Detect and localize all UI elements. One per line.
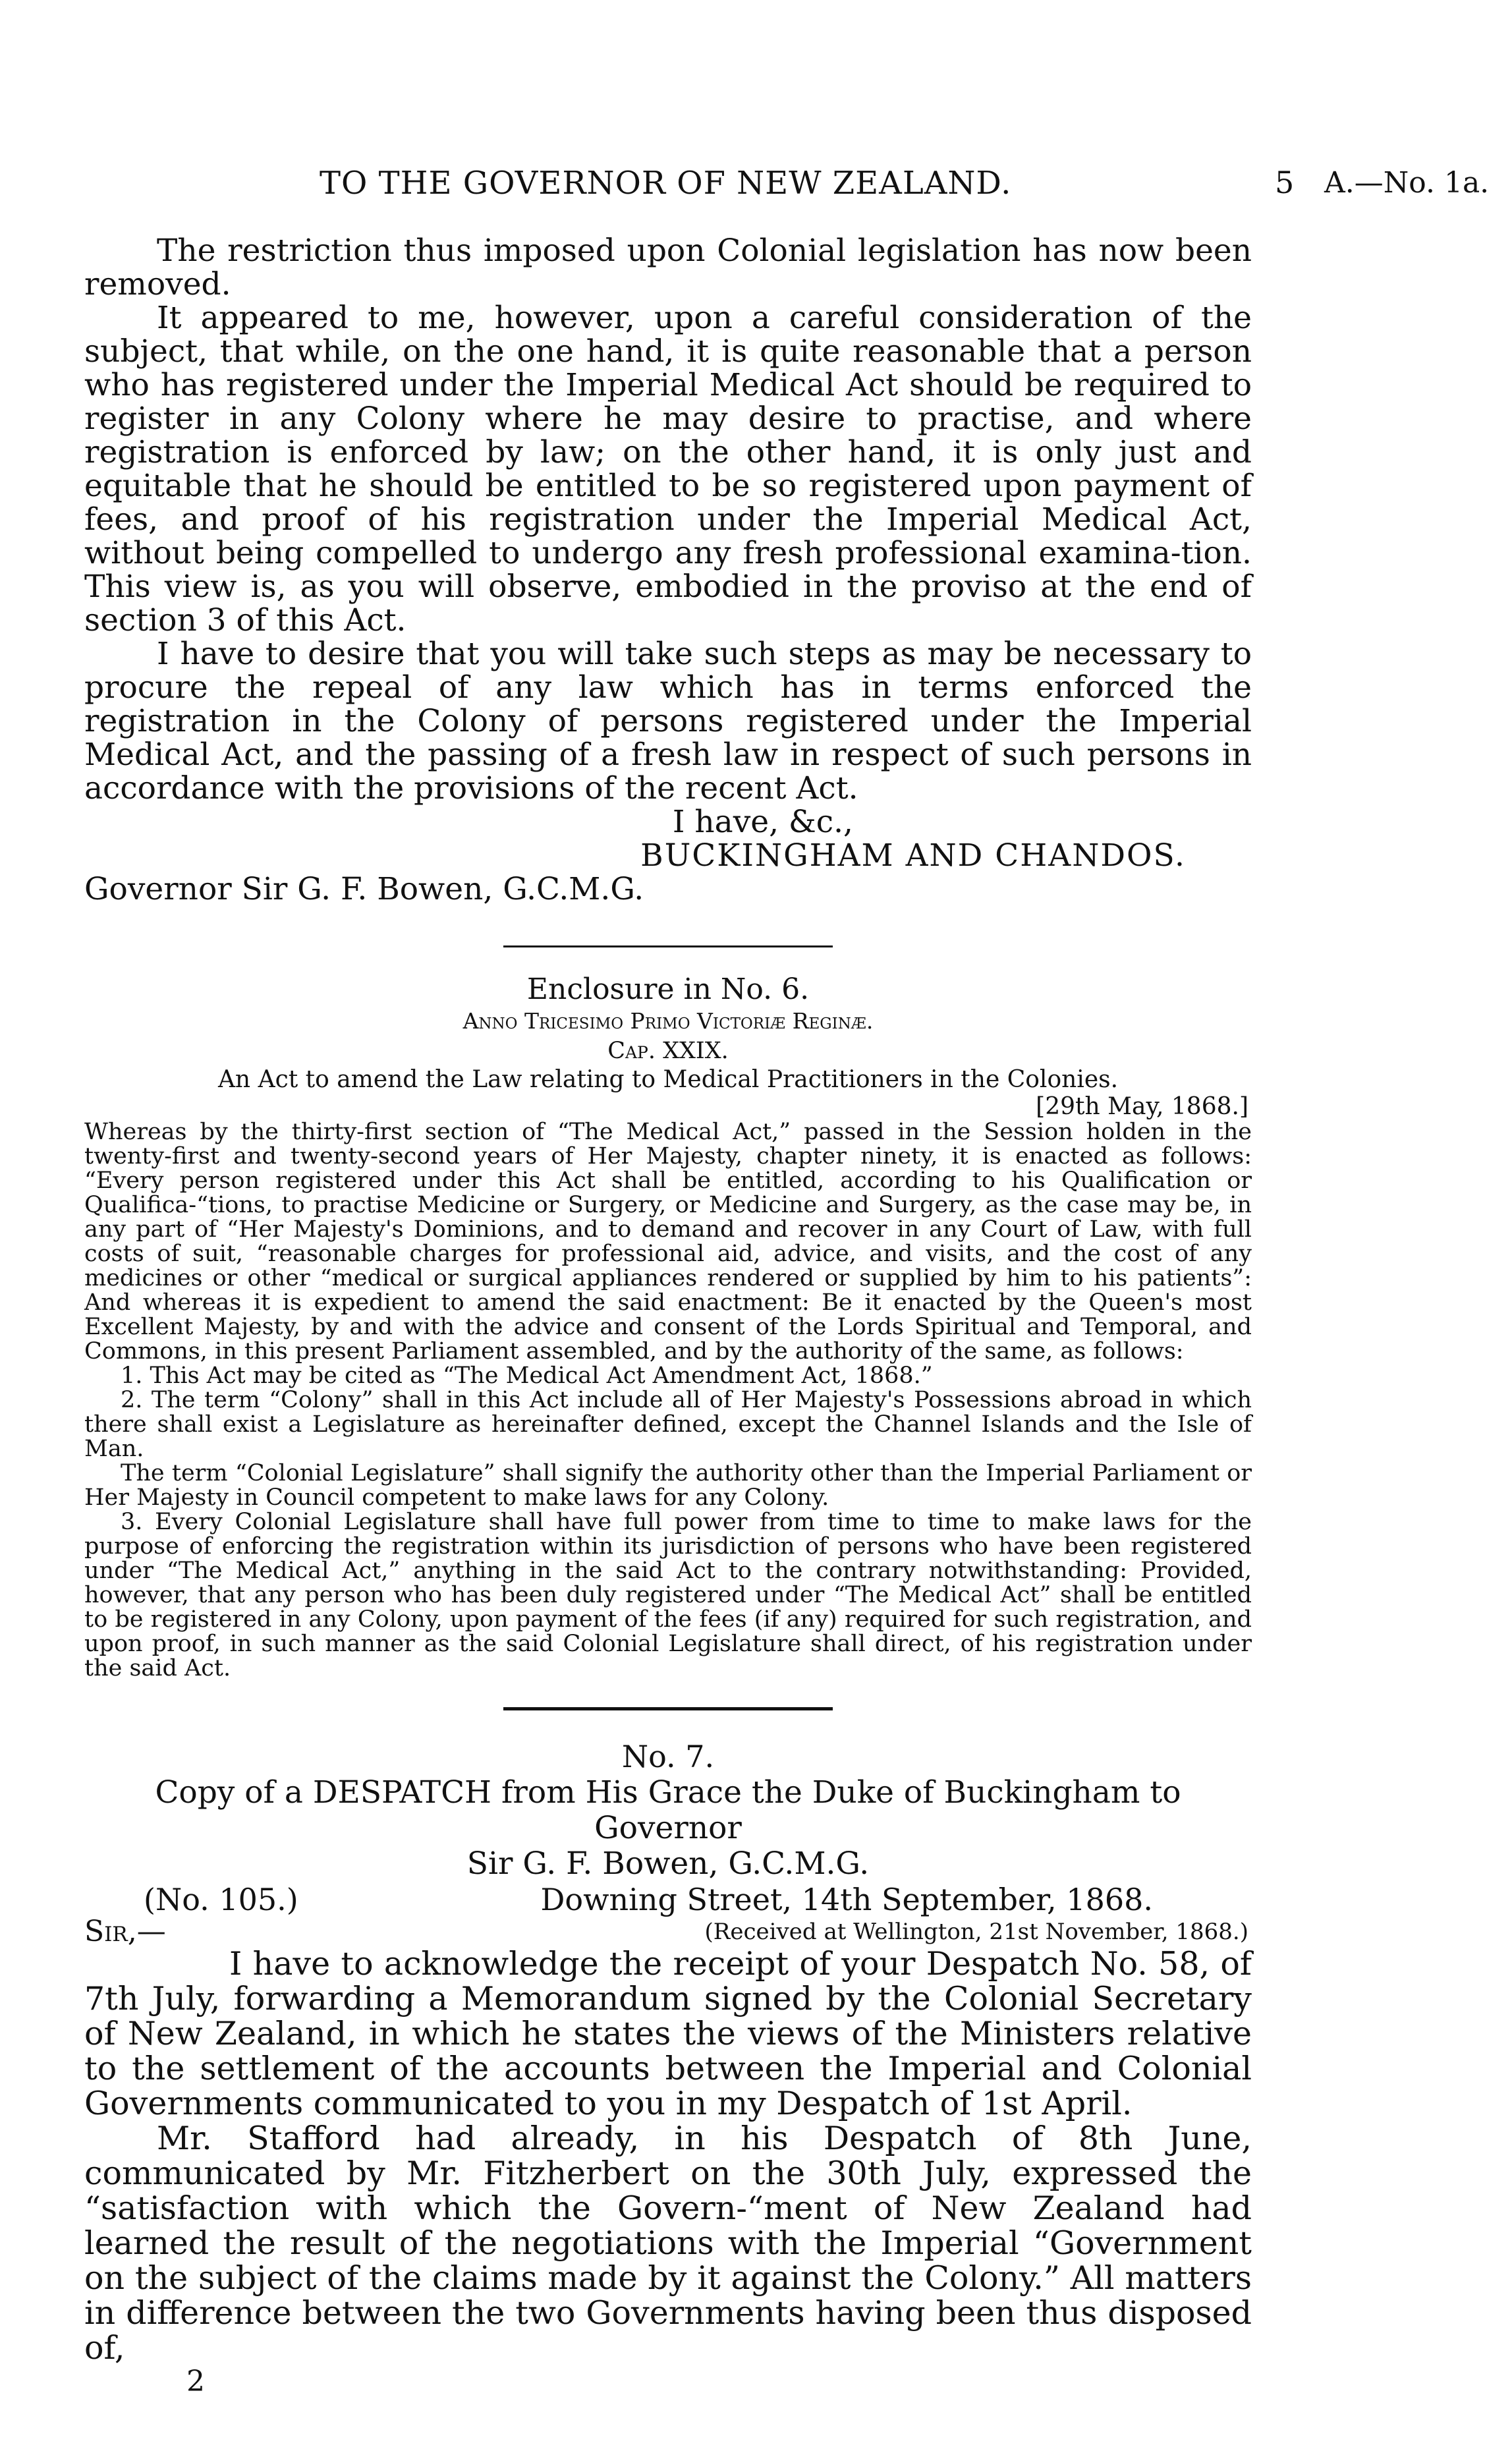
despatch-ref-no: (No. 105.)	[144, 1882, 298, 1917]
act-section: 1. This Act may be cited as “The Medical Act Amendment Act, 1868.”	[121, 1363, 933, 1389]
section-divider	[503, 945, 833, 947]
chapter-number: Cap. XXIX.	[607, 1038, 729, 1064]
page-number: 5	[1275, 165, 1295, 200]
paper-reference: A.—No. 1a.	[1324, 166, 1490, 200]
act-section: 3. Every Colonial Legislature shall have full power from time to time to make laws for the purpose of enforcing the registration within its jurisdiction of persons who have been registered under “The Medical Act,” anything in the said Act to the contrary notwithstanding: Provided, however, that any person who has been duly registered under “The Medical Act” shall be entitled to be registered in any Colony, upon payment of the fees (if any) required for such registration, and upon proof, in such manner as the said Colonial Legislature shall direct, of his registration under the said Act.	[84, 1509, 1252, 1681]
section-divider	[503, 1707, 833, 1710]
signature-mark: 2	[186, 2365, 205, 2398]
running-title: TO THE GOVERNOR OF NEW ZEALAND.	[320, 165, 1012, 202]
regnal-year: Anno Tricesimo Primo Victoriæ Reginæ.	[462, 1008, 874, 1034]
act-text	[84, 1120, 1252, 1681]
act-title: An Act to amend the Law relating to Medical Practitioners in the Colonies.	[217, 1066, 1119, 1093]
act-section: 2. The term “Colony” shall in this Act include all of Her Majesty's Possessions abroad in which there shall exist a Legislature as hereinafter defined, except the Channel Islands and the Isle of Man.	[84, 1387, 1252, 1462]
despatch	[84, 1738, 1252, 2398]
act-section: The term “Colonial Legislature” shall signify the authority other than the Imperial Parliament or Her Majesty in Council competent to make laws for any Colony.	[84, 1460, 1252, 1511]
enclosure	[84, 973, 1252, 1681]
received-note: (Received at Wellington, 21st November, 1868.)	[704, 1919, 1248, 1945]
despatch-place-date: Downing Street, 14th September, 1868.	[540, 1882, 1153, 1917]
letter-signature: BUCKINGHAM AND CHANDOS.	[640, 837, 1186, 874]
letter-addressee: Governor Sir G. F. Bowen, G.C.M.G.	[84, 871, 644, 907]
page-body	[84, 234, 1252, 2398]
letter-paragraph: The restriction thus imposed upon Colonial legislation has now been removed.	[84, 233, 1252, 302]
letter-paragraph: It appeared to me, however, upon a careful consideration of the subject, that while, on the one hand, it is quite reasonable that a person who has registered under the Imperial Medical Act should be required to register in any Colony where he may desire to practise, and where registration is enforced by law; on the other hand, it is only just and equitable that he should be entitled to be so registered upon payment of fees, and proof of his registration under the Imperial Medical Act, without being compelled to undergo any fresh professional examina-tion. This view is, as you will observe, embodied in the proviso at the end of section 3 of this Act.	[84, 300, 1252, 638]
despatch-number: No. 7.	[621, 1739, 715, 1774]
letter-paragraph: I have to desire that you will take such steps as may be necessary to procure the repeal of any law which has in terms enforced the registration in the Colony of persons registered under the Imperial Medical Act, and the passing of a fresh law in respect of such persons in accordance with the provisions of the recent Act.	[84, 636, 1252, 806]
act-date: [29th May, 1868.]	[1036, 1093, 1248, 1120]
despatch-title-line-2: Sir G. F. Bowen, G.C.M.G.	[466, 1846, 870, 1882]
enclosure-heading: Enclosure in No. 6.	[526, 973, 810, 1006]
despatch-salutation: Sir,—	[84, 1915, 166, 1948]
despatch-salutation-row	[84, 1917, 1252, 1946]
letter-closing: I have, &c.,	[672, 804, 853, 840]
despatch-title: Copy of a DESPATCH from His Grace the Duke of Buckingham to Governor	[155, 1774, 1181, 1846]
act-preamble: Whereas by the thirty-first section of “The Medical Act,” passed in the Session holden in the twenty-first and twenty-second years of Her Majesty, chapter ninety, it is enacted as follows: “Every person registered under this Act shall be entitled, according to his Qualification or Qualifica-“tions, to practise Medicine or Surgery, or Medicine and Surgery, as the case may be, in any part of “Her Majesty's Dominions, and to demand and recover in any Court of Law, with full costs of suit, “reasonable charges for professional aid, advice, and visits, and the cost of any medicines or other “medical or surgical appliances rendered or supplied by him to his patients”: And whereas it is expedient to amend the said enactment: Be it enacted by the Queen's most Excellent Majesty, by and with the advice and consent of the Lords Spiritual and Temporal, and Commons, in this present Parliament assembled, and by the authority of the same, as follows:	[84, 1119, 1252, 1365]
despatch-paragraph: I have to acknowledge the receipt of your Despatch No. 58, of 7th July, forwarding a Memorandum signed by the Colonial Secretary of New Zealand, in which he states the views of the Ministers relative to the settlement of the accounts between the Imperial and Colonial Governments communicated to you in my Despatch of 1st April.	[84, 1945, 1252, 2122]
running-header	[0, 165, 1512, 204]
despatch-paragraph: Mr. Stafford had already, in his Despatch of 8th June, communicated by Mr. Fitzherbert on the 30th July, expressed the “satisfaction with which the Govern-“ment of New Zealand had learned the result of the negotiations with the Imperial “Government on the subject of the claims made by it against the Colony.” All matters in difference between the two Governments having been thus disposed of,	[84, 2120, 1252, 2367]
despatch-body	[84, 1946, 1252, 2365]
letter-body	[84, 234, 1252, 906]
despatch-meta	[84, 1882, 1252, 1917]
